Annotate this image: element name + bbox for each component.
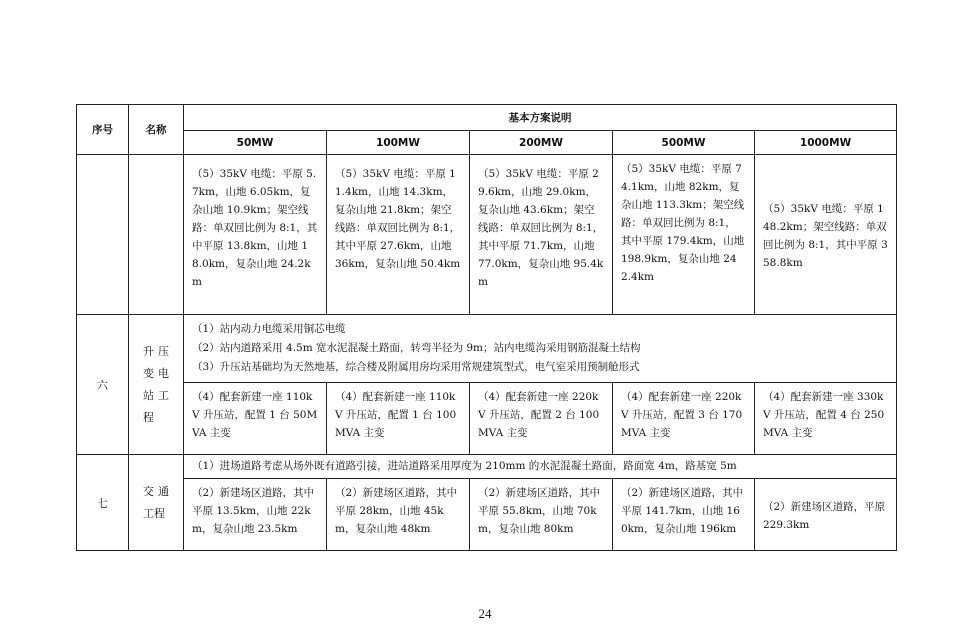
cell-cable-500mw: （5）35kV 电缆：平原 74.1km，山地 82km，复杂山地 113.3km；架空线路：单双回比例为 8:1，其中平原 179.4km，山地 198.9km，复杂山地 242.4km — [613, 155, 755, 315]
cell-substation-1000mw: （4）配套新建一座 330kV 升压站，配置 4 台 250MVA 主变 — [755, 383, 897, 455]
header-row-1 — [77, 105, 897, 131]
cell-substation-100mw: （4）配套新建一座 110kV 升压站，配置 1 台 100MVA 主变 — [327, 383, 470, 455]
cell-cable-200mw: （5）35kV 电缆：平原 29.6km，山地 29.0km，复杂山地 43.6km；架空线路：单双回比例为 8:1，其中平原 71.7km，山地 77.0km，复杂山地 95.4km — [470, 155, 613, 315]
header-row-2 — [77, 131, 897, 155]
cell-cable-1000mw: （5）35kV 电缆：平原 148.2km；架空线路：单双回比例为 8:1，其中平原 358.8km — [755, 155, 897, 315]
cell-cable-50mw: （5）35kV 电缆：平原 5.7km，山地 6.05km，复杂山地 10.9km；架空线路：单双回比例为 8:1，其中平原 13.8km，山地 18.0km，复杂山地 24.2km — [184, 155, 327, 315]
cell-substation-200mw: （4）配套新建一座 220kV 升压站，配置 2 台 100MVA 主变 — [470, 383, 613, 455]
header-col-50mw: 50MW — [184, 131, 327, 155]
table-row-substation-common — [77, 315, 897, 383]
substation-common-item-1: （1）站内动力电缆采用铜芯电缆 — [192, 323, 346, 335]
table-row-traffic — [77, 479, 897, 551]
header-col-200mw: 200MW — [470, 131, 613, 155]
table-row-traffic-common — [77, 455, 897, 479]
header-name: 名称 — [129, 105, 184, 155]
row-index-substation: 六 — [77, 315, 129, 455]
cell-substation-500mw: （4）配套新建一座 220kV 升压站，配置 3 台 170MVA 主变 — [613, 383, 755, 455]
substation-common-item-3: （3）升压站基础均为天然地基，综合楼及附属用房均采用常规建筑型式，电气室采用预制舱形式 — [192, 361, 640, 373]
cell-substation-common — [184, 315, 897, 383]
header-plan-title: 基本方案说明 — [184, 105, 897, 131]
cell-traffic-50mw: （2）新建场区道路，其中平原 13.5km，山地 22km，复杂山地 23.5km — [184, 479, 327, 551]
cell-traffic-100mw: （2）新建场区道路，其中平原 28km，山地 45km，复杂山地 48km — [327, 479, 470, 551]
page-number: 24 — [478, 606, 492, 621]
cell-traffic-1000mw: （2）新建场区道路，平原 229.3km — [755, 479, 897, 551]
row-index — [77, 155, 129, 315]
row-name-substation: 升压变电站工程 — [129, 315, 184, 455]
substation-common-item-2: （2）站内道路采用 4.5m 宽水泥混凝土路面，转弯半径为 9m；站内电缆沟采用钢筋混凝土结构 — [192, 342, 641, 354]
row-index-traffic: 七 — [77, 455, 129, 551]
row-name-traffic: 交通工程 — [129, 455, 184, 551]
table-row-substation — [77, 383, 897, 455]
cell-substation-50mw: （4）配套新建一座 110kV 升压站，配置 1 台 50MVA 主变 — [184, 383, 327, 455]
cell-traffic-200mw: （2）新建场区道路，其中平原 55.8km，山地 70km，复杂山地 80km — [470, 479, 613, 551]
row-name — [129, 155, 184, 315]
cell-traffic-500mw: （2）新建场区道路，其中平原 141.7km，山地 160km，复杂山地 196km — [613, 479, 755, 551]
table-row-cable — [77, 155, 897, 315]
cell-traffic-common — [184, 455, 897, 479]
header-col-1000mw: 1000MW — [755, 131, 897, 155]
cell-cable-100mw: （5）35kV 电缆：平原 11.4km，山地 14.3km，复杂山地 21.8km；架空线路：单双回比例为 8:1，其中平原 27.6km，山地 36km，复杂山地 50.4km — [327, 155, 470, 315]
traffic-common-item-1: （1）进场道路考虑从场外既有道路引接，进站道路采用厚度为 210mm 的水泥混凝土路面，路面宽 4m，路基宽 5m — [192, 460, 737, 472]
header-col-500mw: 500MW — [613, 131, 755, 155]
header-seq: 序号 — [77, 105, 129, 155]
header-col-100mw: 100MW — [327, 131, 470, 155]
plan-table — [76, 104, 897, 551]
